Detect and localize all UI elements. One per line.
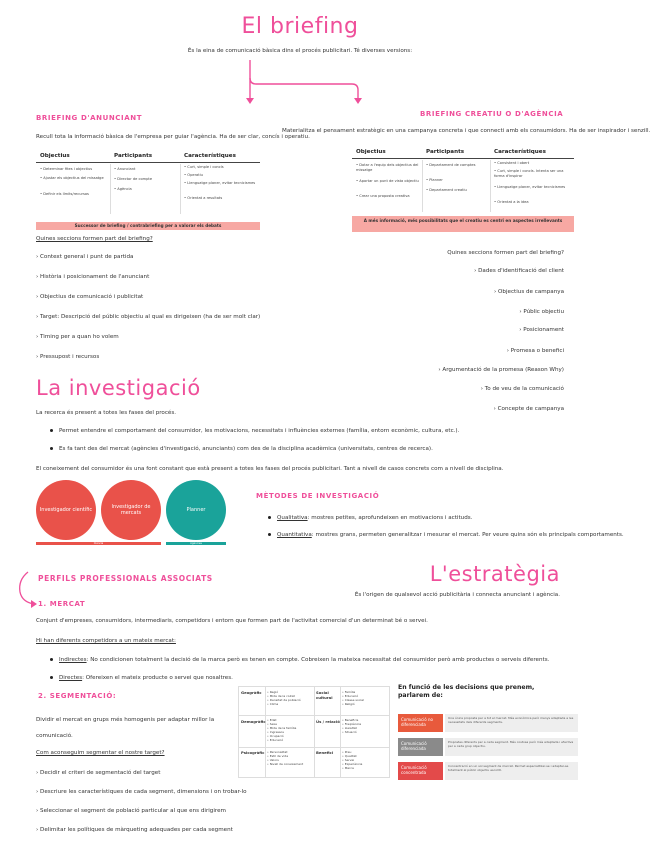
table-cell: • Llenguatge planer, evitar tecnicismes: [184, 181, 256, 185]
table-cell: • Curt, simple i concís: [184, 165, 224, 169]
investigacio-summary: El coneixement del consumidor és una font constant que està present a totes les fases del procés publicitari. Tant a nivell de casos concrets com a nivell de disciplina.: [36, 466, 504, 472]
decisions-title: En funció de les decisions que prenem, parlarem de:: [398, 684, 535, 699]
branch-arrows: [240, 58, 370, 106]
strategy-desc: Una única proposta per a tot el mercat. Més econòmica però menys adaptada a les necessitats dels diferents segments.: [445, 714, 578, 732]
strategy-desc: Propostes diferents per a cada segment. Més costosa però més adaptada i efectiva per a cada grup objectiu.: [445, 738, 578, 756]
segment-values: • Personalitat • Estil de vida • Valors • Nivell de coneixement: [267, 750, 304, 766]
list-item: › Dades d'identificació del client: [474, 268, 564, 274]
table-cell: • Aportar un punt de vista objectiu: [356, 179, 419, 183]
metode-item: Quantitativa: mostres grans, permeten generalitzar i mesurar el mercat. Per veure quins són els principals comportaments.: [268, 532, 624, 539]
list-item: › Concepte de campanya: [493, 406, 564, 412]
curly-arrow-icon: [14, 570, 40, 610]
estrategia-intro: És l'origen de qualsevol acció publicitària i connecta anunciant i agència.: [354, 592, 560, 598]
strategy-row: [398, 738, 578, 756]
investigacio-bullet: Permet entendre el comportament del consumidor, les motivacions, necessitats i influències externes (família, entorn econòmic, cultura, etc.).: [50, 428, 459, 435]
list-item: › Pressupost i recursos: [36, 354, 100, 360]
list-item: › Timing per a quan ho volem: [36, 334, 119, 340]
table-cell: • Crear una proposta creativa: [356, 194, 410, 198]
list-item: › Objectius de comunicació i publicitat: [36, 294, 144, 300]
list-item: › To de veu de la comunicació: [480, 386, 564, 392]
briefing-anunciant-title: BRIEFING D'ANUNCIANT: [36, 114, 143, 122]
competidors-question: Hi han diferents competidors a un mateix mercat:: [36, 638, 176, 644]
list-item: › Seleccionar el segment de població particular al que ens dirigirem: [36, 808, 226, 814]
strategy-tag: Comunicació no diferenciada: [398, 714, 443, 732]
segmentation-table: [238, 686, 390, 778]
table-cell: • Dotar a l'equip dels objectius del missatge: [356, 163, 419, 172]
strategy-row: [398, 714, 578, 732]
competidor-item: Indirectes: No condicionen totalment la decisió de la marca però es tenen en compte. Cobreixen la mateixa necessitat del consumidor però amb productes o serveis diferents.: [50, 657, 549, 664]
list-item: › Posicionament: [519, 327, 564, 333]
list-item: › Públic objectiu: [519, 309, 564, 315]
briefing-creatiu-desc: Materialitza el pensament estratègic en una campanya concreta i que connecti amb els consumidors. Ha de ser inspirador i senzill.: [282, 128, 650, 134]
segment-label: Ús / relació: [316, 719, 340, 724]
strategy-desc: Concentració en un sol segment de mercat. Permet especialitzar-se i adaptar-se totalment al públic objectiu escollit.: [445, 762, 578, 780]
list-item: › Història i posicionament de l'anunciant: [36, 274, 150, 280]
segment-values: • Regió • Mida de la ciutat • Densitat de població • Clima: [267, 690, 301, 706]
perfils-title: PERFILS PROFESSIONALS ASSOCIATS: [38, 574, 213, 583]
column-header: Característiques: [184, 153, 236, 159]
table-cell: • Consistent i obert: [494, 161, 530, 165]
mercat-desc: Conjunt d'empreses, consumidors, intermediaris, competidors i entorn que formen part de l'activitat comercial d'un determinat bé o servei.: [36, 618, 428, 624]
legend-bar: Agències: [166, 542, 226, 545]
competidor-item: Directes: Ofereixen el mateix producte o servei que nosaltres.: [50, 675, 233, 682]
table-footer: A més informació, més possibilitats que el creatiu es centri en aspectes irrellevants: [352, 216, 574, 232]
segmentacio-heading: 2. SEGMENTACIÓ:: [38, 692, 117, 700]
strategy-tag: Comunicació concentrada: [398, 762, 443, 780]
legend-bar: Ciència: [36, 542, 161, 545]
list-item: › Context general i punt de partida: [36, 254, 134, 260]
segment-values: • Preu • Qualitat • Servei • Experiència • Marca: [342, 750, 363, 770]
column-header: Participants: [426, 149, 465, 155]
briefing-creatiu-question: Quines seccions formen part del briefing?: [447, 250, 564, 256]
table-cell: • Departament de comptes: [426, 163, 476, 167]
briefing-anunciant-desc: Recull tota la informació bàsica de l'empresa per guiar l'agència. Ha de ser clar, concís i operatiu.: [36, 134, 310, 140]
list-item: › Promesa o benefici: [506, 348, 564, 354]
column-header: Objectius: [40, 153, 70, 159]
segment-values: • Beneficis • Freqüència • Lleialtat • Situació: [342, 718, 362, 734]
strategy-tag: Comunicació diferenciada: [398, 738, 443, 756]
list-item: › Argumentació de la promesa (Reason Why): [438, 367, 564, 373]
segmentacio-desc: Dividir el mercat en grups més homogenis per adaptar millor la comunicació.: [36, 717, 215, 739]
circle-investigador-cientific: Investigador científic: [36, 480, 96, 540]
strategy-row: [398, 762, 578, 780]
mercat-heading: 1. MERCAT: [38, 600, 86, 608]
briefing-creatiu-table: [352, 148, 574, 234]
table-cell: • Llenguatge planer, evitar tecnicismes: [494, 185, 566, 189]
briefing-anunciant-question: Quines seccions formen part del briefing?: [36, 236, 153, 242]
list-item: › Objectius de campanya: [493, 289, 564, 295]
list-item: › Decidir el criteri de segmentació del target: [36, 770, 161, 776]
segment-label: Geogràfic: [241, 690, 262, 695]
segment-label: Benefici: [316, 750, 334, 755]
list-item: › Descriure les característiques de cada segment, dimensions i on trobar-lo: [36, 789, 247, 795]
table-cell: • Orientat a la idea: [494, 200, 529, 204]
circle-investigador-mercats: Investigador de mercats: [101, 480, 161, 540]
table-cell: • Departament creatiu: [426, 188, 467, 192]
column-header: Participants: [114, 153, 153, 159]
metode-item: Qualitativa: mostres petites, aprofundeixen en motivacions i actituds.: [268, 515, 472, 522]
circle-planner: Planner: [166, 480, 226, 540]
briefing-creatiu-title: BRIEFING CREATIU O D'AGÈNCIA: [420, 110, 564, 118]
estrategia-title: L'estratègia: [429, 562, 560, 586]
list-item: › Target: Descripció del públic objectiu al qual es dirigeixen (ha de ser molt clar): [36, 314, 261, 320]
segment-values: • Família • Educació • Classe social • Religió: [342, 690, 364, 706]
investigacio-intro: La recerca és present a totes les fases del procés.: [36, 410, 177, 416]
list-item: › Delimitar les polítiques de màrqueting adequades per cada segment: [36, 827, 233, 833]
investigacio-bullet: Es fa tant des del mercat (agències d'investigació, anunciants) com des de la disciplina acadèmica (universitats, centres de recerca).: [50, 446, 433, 453]
table-cell: • Operatiu: [184, 173, 203, 177]
segment-label: Psicogràfic: [241, 750, 265, 755]
metodes-title: MÈTODES DE INVESTIGACIÓ: [256, 492, 380, 500]
table-cell: • Curt, simple i concís. Intenta ser una forma d'inspirar: [494, 169, 564, 178]
segment-values: • Edat • Sexe • Mida de la família • Ingressos • Ocupació • Educació: [267, 718, 297, 742]
table-cell: • Ajustar els objectius del missatge: [40, 176, 104, 180]
table-cell: • Orientat a resultats: [184, 196, 223, 200]
table-cell: • Agència: [114, 187, 132, 191]
column-header: Característiques: [494, 149, 546, 155]
table-cell: • Anunciant: [114, 167, 136, 171]
table-cell: • Planner: [426, 178, 443, 182]
segmentacio-question: Com aconseguim segmentar el nostre target?: [36, 750, 165, 756]
table-cell: • Determinar fites i objectius: [40, 167, 93, 171]
intro-text: És la eina de comunicació bàsica dins el procés publicitari. Té diverses versions:: [187, 48, 413, 54]
table-cell: • Director de compte: [114, 177, 153, 181]
briefing-anunciant-table: [36, 152, 260, 232]
table-cell: • Definir els límits/recursos: [40, 192, 89, 196]
table-footer: Successor de briefing / contrabriefing per a valorar els debats: [36, 222, 260, 230]
investigacio-title: La investigació: [36, 376, 201, 400]
segment-label: Demogràfic: [241, 719, 266, 724]
segment-label: Social cultural: [316, 690, 333, 700]
column-header: Objectius: [356, 149, 386, 155]
page-title: El briefing: [241, 14, 359, 39]
